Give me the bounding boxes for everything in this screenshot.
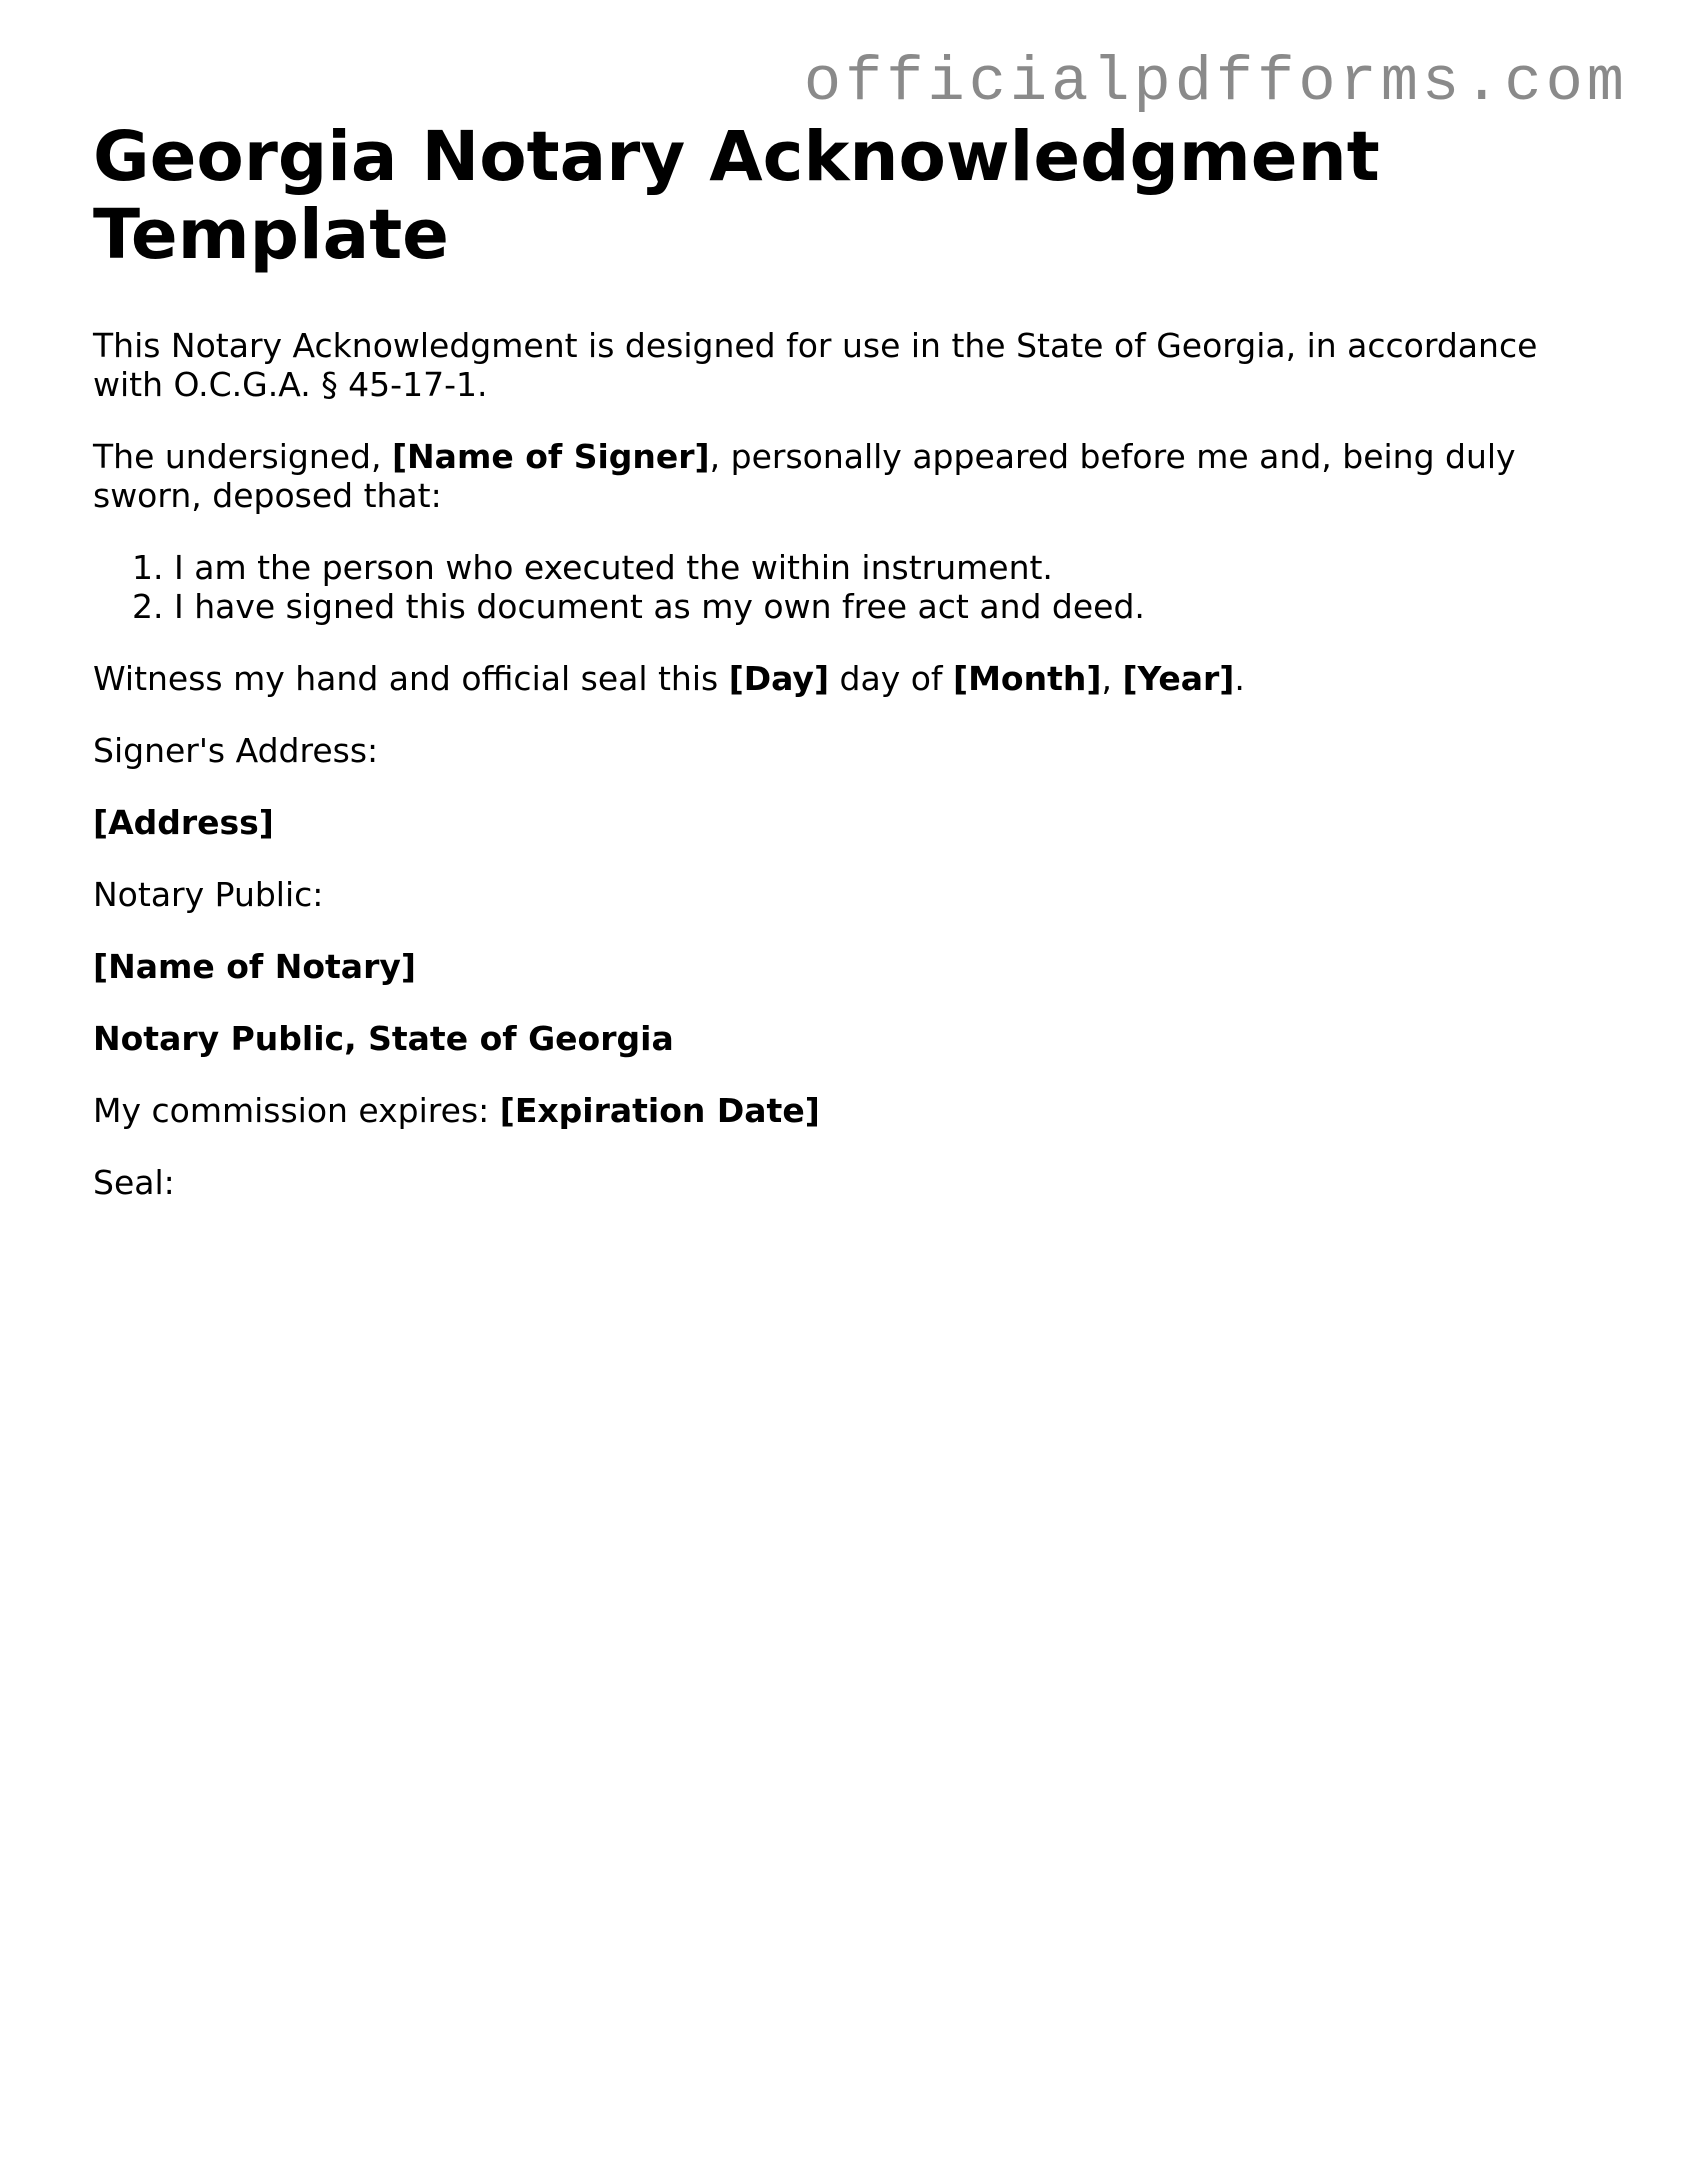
undersigned-suffix: , personally appeared before me and, being duly sworn, deposed that: [93,437,1516,515]
notary-label: Notary Public: [93,875,324,914]
notary-title [93,1019,1593,1058]
document-body [93,118,1593,1235]
signer-name-placeholder: [Name of Signer] [391,437,710,476]
list-item: 2. I have signed this document as my own free act and deed. [174,587,1593,626]
day-placeholder: [Day] [728,659,830,698]
witness-comma: , [1101,659,1123,698]
witness-end: . [1234,659,1245,698]
month-placeholder: [Month] [953,659,1102,698]
undersigned-prefix: The undersigned, [93,437,392,476]
commission-label: My commission expires: [93,1091,500,1130]
expiration-date-placeholder: [Expiration Date] [499,1091,820,1130]
page-title: Georgia Notary Acknowledgment Template [93,117,1380,275]
notary-name [93,947,1593,986]
list-item: 1. I am the person who executed the within instrument. [174,548,1593,587]
notary-title-text: Notary Public, State of Georgia [93,1019,674,1058]
statement-list [93,548,1593,626]
address-placeholder: [Address] [93,803,274,842]
signer-address-value [93,803,1593,842]
witness-prefix: Witness my hand and official seal this [93,659,729,698]
signer-address-label: Signer's Address: [93,731,379,770]
year-placeholder: [Year] [1122,659,1235,698]
witness-middle: day of [829,659,954,698]
watermark: officialpdfforms.com [803,47,1628,118]
seal-label: Seal: [93,1163,175,1202]
witness-paragraph [93,659,1593,698]
commission-paragraph [93,1091,1593,1130]
notary-name-placeholder: [Name of Notary] [93,947,416,986]
undersigned-paragraph [93,437,1593,515]
intro-paragraph: This Notary Acknowledgment is designed for use in the State of Georgia, in accordance with O.C.G.A. § 45-17-1. [93,326,1538,404]
